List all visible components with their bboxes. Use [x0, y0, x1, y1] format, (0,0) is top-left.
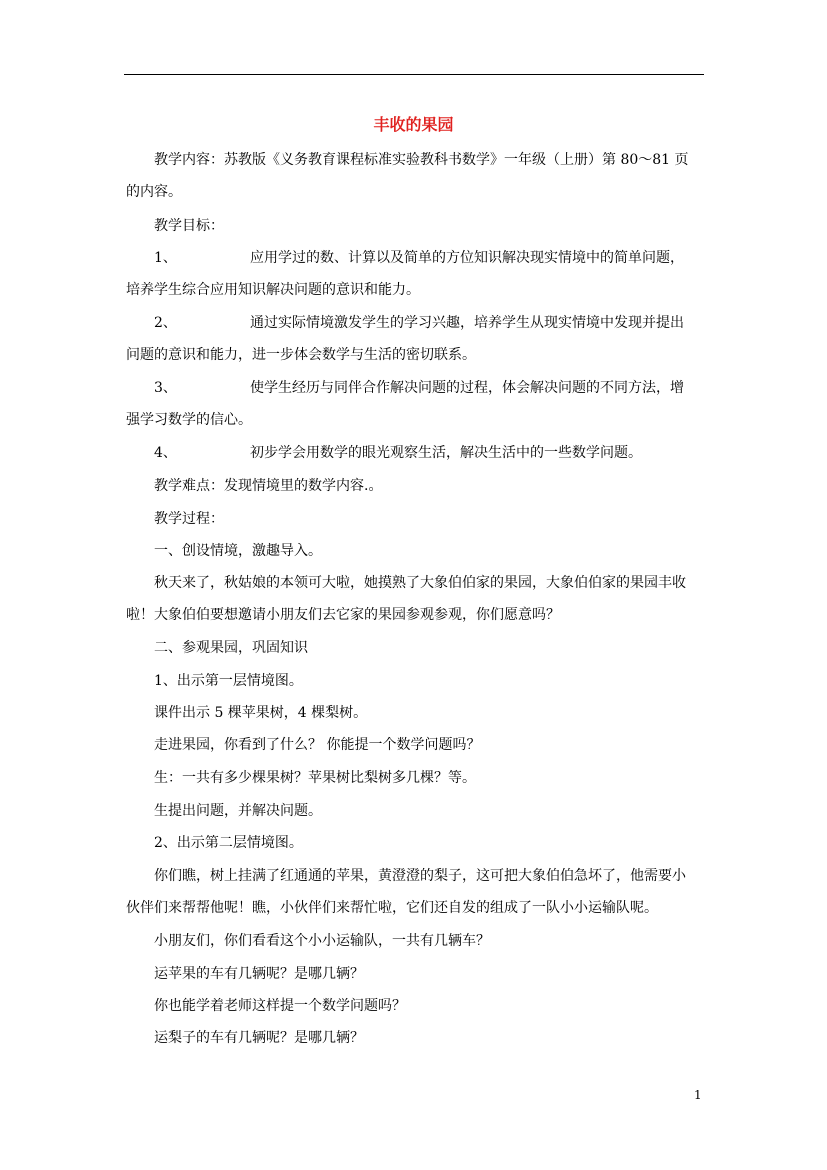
objective-1: [126, 242, 734, 274]
objectives-label: 教学目标：: [154, 218, 224, 234]
objective-1-cont: 培养学生综合应用知识解决问题的意识和能力。: [126, 282, 420, 298]
objective-2-cont: 问题的意识和能力，进一步体会数学与生活的密切联系。: [126, 347, 476, 363]
page-title: 丰收的果园: [373, 115, 454, 134]
objective-number: 4、: [154, 445, 177, 461]
objective-number: 1、: [154, 250, 177, 266]
content-intro-line2: 的内容。: [126, 184, 182, 200]
question-1: 走进果园，你看到了什么？ 你能提一个数学问题吗？: [154, 737, 481, 753]
objective-text: 通过实际情境激发学生的学习兴趣，培养学生从现实情境中发现并提出: [250, 315, 684, 331]
objective-text: 使学生经历与同伴合作解决问题的过程，体会解决问题的不同方法，增: [250, 380, 684, 396]
objective-3: [126, 372, 734, 404]
objective-4: [126, 437, 734, 469]
question-apple: 运苹果的车有几辆呢？是哪几辆？: [154, 966, 364, 982]
objective-3-cont: 强学习数学的信心。: [126, 412, 252, 428]
objective-text: 应用学过的数、计算以及简单的方位知识解决现实情境中的简单问题，: [250, 250, 684, 266]
objective-number: 2、: [154, 315, 177, 331]
autumn-line1: 秋天来了，秋姑娘的本领可大啦，她摸熟了大象伯伯家的果园，大象伯伯家的果园丰收: [154, 575, 686, 591]
objective-text: 初步学会用数学的眼光观察生活，解决生活中的一些数学问题。: [250, 445, 642, 461]
question-total: 小朋友们，你们看看这个小小运输队，一共有几辆车？: [154, 933, 490, 949]
section-1-heading: 一、创设情境，激趣导入。: [154, 543, 322, 559]
process-label: 教学过程：: [154, 511, 224, 527]
section-2-heading: 二、参观果园，巩固知识: [154, 640, 308, 656]
story-line2: 伙伴们来帮帮他呢！瞧，小伙伴们来帮忙啦，它们还自发的组成了一队小小运输队呢。: [126, 900, 658, 916]
step-1: 1、出示第一层情境图。: [154, 673, 303, 689]
student-answer: 生：一共有多少棵果树？苹果树比梨树多几棵？等。: [154, 770, 476, 786]
content-intro-line1: 教学内容：苏教版《义务教育课程标准实验教科书数学》一年级（上册）第 80～81 页: [154, 152, 689, 168]
autumn-line2: 啦！大象伯伯要想邀请小朋友们去它家的果园参观参观，你们愿意吗？: [126, 607, 560, 623]
step-2: 2、出示第二层情境图。: [154, 835, 303, 851]
courseware-text: 课件出示 5 棵苹果树，4 棵梨树。: [154, 705, 368, 721]
story-line1: 你们瞧，树上挂满了红通通的苹果，黄澄澄的梨子，这可把大象伯伯急坏了，他需要小: [154, 868, 686, 884]
solve-text: 生提出问题，并解决问题。: [154, 803, 322, 819]
objective-number: 3、: [154, 380, 177, 396]
question-ask: 你也能学着老师这样提一个数学问题吗？: [154, 998, 406, 1014]
header-rule: [124, 74, 704, 75]
question-pear: 运梨子的车有几辆呢？是哪几辆？: [154, 1030, 364, 1046]
objective-2: [126, 307, 734, 339]
page-number: 1: [694, 1088, 702, 1102]
teaching-difficulty: 教学难点：发现情境里的数学内容.。: [154, 478, 383, 494]
